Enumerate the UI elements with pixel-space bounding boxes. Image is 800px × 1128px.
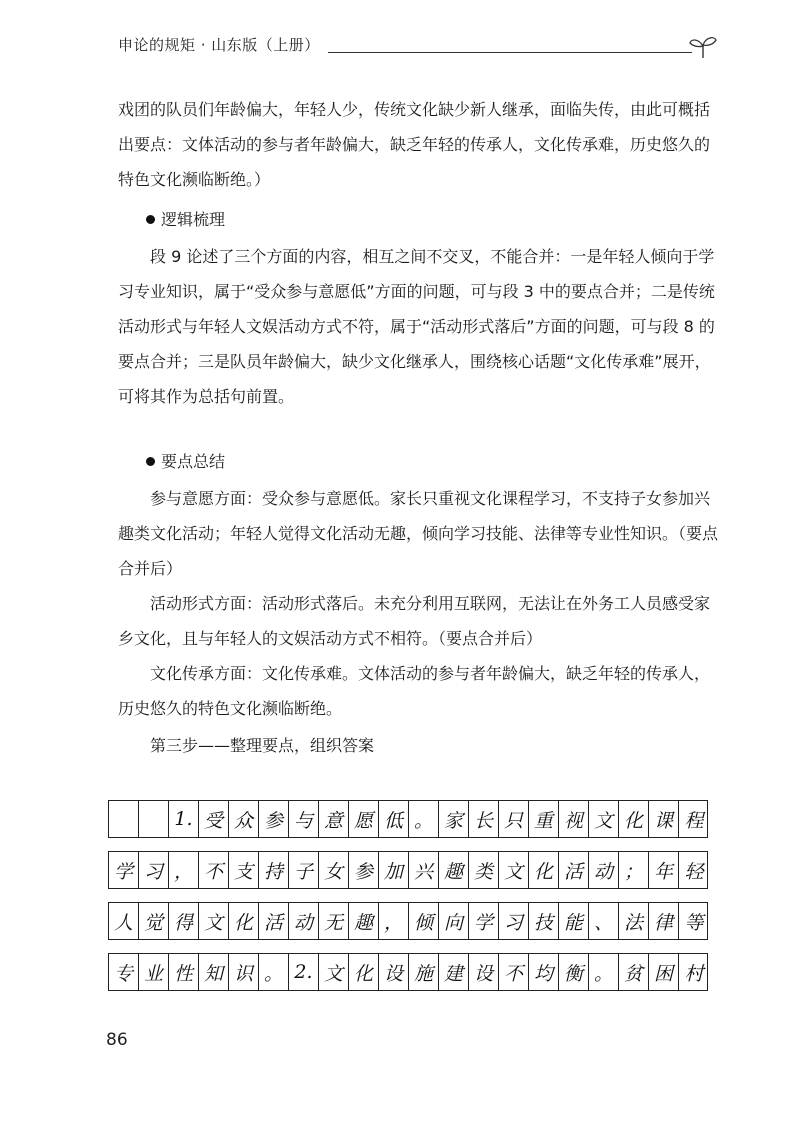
grid-cell: 活 [259,903,289,939]
grid-cell: ， [169,852,199,888]
grid-row [108,800,708,838]
grid-cell: 不 [499,954,529,990]
grid-cell: 视 [559,801,589,837]
grid-cell: 愿 [349,801,379,837]
grid-cell: 程 [684,809,704,832]
grid-cell: 众 [229,801,259,837]
grid-cell: 女 [319,852,349,888]
grid-cell: 业 [139,954,169,990]
grid-cell: 衡 [559,954,589,990]
grid-cell: 低 [379,801,409,837]
grid-cell: 家 [439,801,469,837]
grid-cell: ； [619,852,649,888]
grid-cell: 能 [559,903,589,939]
logic-paragraph: 段 9 论述了三个方面的内容，相互之间不交叉，不能合并：一是年轻人倾向于学习专业知识，属于“受众参与意愿低”方面的问题，可与段 3 中的要点合并；二是传统活动形式与年轻人文娱活动方式不符，属于“活动形式落后”方面的问题，可与段 8 的要点合并；三是队员年龄偏大，缺少文化继承人，围绕核心话题“文化传承难”展开，可将其作为总括句前置。 [118,247,715,406]
grid-cell: 贫 [619,954,649,990]
logic-heading [118,202,718,237]
grid-cell: 1. [169,801,199,837]
grid-cell: 化 [229,903,259,939]
grid-cell: 文 [199,903,229,939]
grid-cell: 人 [109,903,139,939]
grid-cell: 学 [109,852,139,888]
grid-cell: 等 [684,911,704,934]
grid-cell: 知 [199,954,229,990]
grid-cell: 、 [589,903,619,939]
grid-cell: 施 [409,954,439,990]
grid-cell: 意 [319,801,349,837]
grid-cell: 法 [619,903,649,939]
page-number: 86 [106,1030,128,1050]
grid-cell: 均 [529,954,559,990]
grid-cell: 重 [529,801,559,837]
grid-cell: 持 [259,852,289,888]
grid-cell: 设 [379,954,409,990]
grid-cell: 活 [559,852,589,888]
book-title: 申论的规矩 · 山东版（上册） [118,34,328,56]
summary-item-participation: 参与意愿方面：受众参与意愿低。家长只重视文化课程学习，不支持子女参加兴趣类文化活动；年轻人觉得文化活动无趣，倾向学习技能、法律等专业性知识。（要点合并后） [118,489,719,578]
summary-item-activity-form: 活动形式方面：活动形式落后。未充分利用互联网，无法让在外务工人员感受家乡文化，且与年轻人的文娱活动方式不相符。（要点合并后） [118,594,711,648]
summary-section [118,444,718,763]
grid-cell: 。 [589,954,619,990]
grid-cell: 设 [469,954,499,990]
grid-cell: 习 [139,852,169,888]
grid-cell [139,801,169,837]
grid-cell: 轻 [684,860,704,883]
grid-cell: 。 [409,801,439,837]
grid-cell: ， [379,903,409,939]
sprout-icon [688,34,718,60]
grid-cell: 学 [469,903,499,939]
grid-cell: 只 [499,801,529,837]
grid-cell: 受 [199,801,229,837]
grid-cell: 不 [199,852,229,888]
summary-heading-text: 要点总结 [161,452,226,471]
grid-cell: 倾 [409,903,439,939]
grid-cell: 习 [499,903,529,939]
grid-cell: 动 [289,903,319,939]
grid-cell: 长 [469,801,499,837]
grid-cell: 2. [289,954,319,990]
grid-cell [109,801,139,837]
grid-cell: 与 [289,801,319,837]
summary-heading [118,444,718,479]
grid-cell: 律 [649,903,679,939]
grid-cell: 觉 [139,903,169,939]
bullet-icon [146,457,155,466]
grid-cell: 参 [349,852,379,888]
logic-section [118,202,718,414]
grid-cell: 性 [169,954,199,990]
intro-paragraph: 戏团的队员们年龄偏大，年轻人少，传统文化缺少新人继承，面临失传，由此可概括出要点：文体活动的参与者年龄偏大，缺乏年轻的传承人，文化传承难，历史悠久的特色文化濒临断绝。） [118,100,711,189]
grid-row [108,851,708,889]
grid-cell: 文 [499,852,529,888]
summary-item-heritage: 文化传承方面：文化传承难。文体活动的参与者年龄偏大，缺乏年轻的传承人，历史悠久的特色文化濒临断绝。 [118,664,711,718]
grid-cell: 无 [319,903,349,939]
step3-heading: 第三步——整理要点，组织答案 [150,736,375,755]
grid-cell: 趣 [349,903,379,939]
grid-cell: 年 [649,852,679,888]
grid-cell: 加 [379,852,409,888]
grid-cell: 困 [649,954,679,990]
grid-cell: 趣 [439,852,469,888]
logic-heading-text: 逻辑梳理 [161,210,226,229]
grid-cell: 化 [529,852,559,888]
grid-cell: 支 [229,852,259,888]
grid-cell: 技 [529,903,559,939]
grid-cell: 文 [319,954,349,990]
grid-cell: 兴 [409,852,439,888]
running-header [118,34,718,58]
grid-cell: 村 [684,962,704,985]
grid-cell: 专 [109,954,139,990]
grid-cell: 化 [619,801,649,837]
grid-cell: 课 [649,801,679,837]
grid-cell: 动 [589,852,619,888]
grid-cell: 类 [469,852,499,888]
grid-cell: 子 [289,852,319,888]
bullet-icon [146,215,155,224]
intro-section [118,92,718,197]
grid-cell: 。 [259,954,289,990]
grid-cell: 文 [589,801,619,837]
grid-cell: 得 [169,903,199,939]
grid-row [108,953,708,991]
grid-cell: 识 [229,954,259,990]
grid-row [108,902,708,940]
grid-cell: 向 [439,903,469,939]
grid-cell: 参 [259,801,289,837]
answer-grid [108,800,708,1004]
grid-cell: 化 [349,954,379,990]
grid-cell: 建 [439,954,469,990]
